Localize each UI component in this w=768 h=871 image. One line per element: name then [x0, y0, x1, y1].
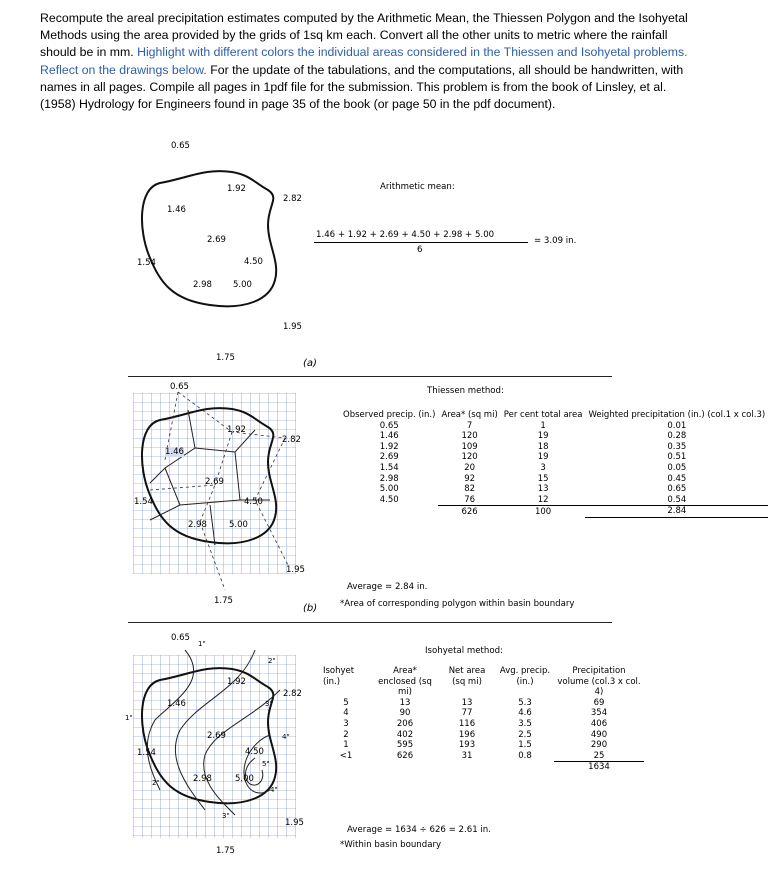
station-label: 2.82: [283, 689, 302, 699]
table-cell: 354: [590, 708, 608, 719]
table-cell: 402: [396, 729, 414, 740]
station-label: 1.95: [286, 565, 305, 575]
column-header: Weighted precipitation (in.) (col.1 x col.3): [588, 410, 766, 420]
panel-label-a: (a): [303, 358, 317, 369]
table-cell: 196: [458, 729, 476, 740]
table-cell: 3: [343, 718, 349, 729]
table-cell: 25: [554, 751, 644, 762]
isohyetal-title: Isohyetal method:: [425, 646, 503, 656]
isohyet-label: 3": [265, 700, 273, 708]
station-label: 1.75: [216, 353, 235, 363]
isohyet-label: 2": [268, 657, 276, 665]
table-cell: 0.01: [667, 420, 687, 431]
table-cell: 90: [399, 708, 411, 719]
instructions-part1: Recompute the areal precipitation estimates computed by the Arithmetic Mean, the Thiessen Polygon and the Isohyetal Methods using the area provided by the grids of 1sq km each. Convert all the other units to metric where the rainfall should be in mm.: [40, 11, 688, 60]
isohyet-label: 4": [270, 786, 278, 794]
station-label: 1.92: [227, 425, 246, 435]
station-label: 1.75: [216, 846, 235, 856]
table-cell: 1: [540, 420, 546, 431]
table-cell: 0.65: [667, 484, 687, 495]
table-cell: 4: [343, 708, 349, 719]
table-cell: 13: [461, 697, 473, 708]
table-cell: 76: [438, 495, 500, 506]
isohyetal-average: Average = 1634 ÷ 626 = 2.61 in.: [347, 825, 491, 835]
station-label: 5.00: [233, 280, 252, 290]
arithmetic-numerator: 1.46 + 1.92 + 2.69 + 4.50 + 2.98 + 5.00: [316, 230, 495, 240]
station-label: 2.82: [282, 435, 301, 445]
table-cell: 626: [461, 506, 478, 517]
table-total-row: [320, 762, 644, 773]
station-label: 1.92: [227, 184, 246, 194]
table-cell: 0.05: [667, 462, 687, 473]
station-label: 1.92: [227, 677, 246, 687]
column-header: Precipitation volume (col.3 x col. 4): [557, 666, 641, 698]
table-cell: 5: [343, 697, 349, 708]
isohyet-label: 4": [282, 733, 290, 741]
instructions-highlight: Highlight with different colors the individual areas considered in the Thiessen and Isohyetal problems. Reflect on the drawings below.: [40, 45, 688, 77]
table-cell: 2.69: [379, 452, 399, 463]
column-header: Net area (sq mi): [448, 666, 486, 687]
table-cell: 2.98: [379, 473, 399, 484]
table-cell: 1.5: [518, 740, 532, 751]
station-label: 4.50: [244, 497, 263, 507]
table-cell: 1.54: [379, 462, 399, 473]
station-label: 2.98: [188, 520, 207, 530]
station-label: 4.50: [244, 257, 263, 267]
table-cell: 626: [396, 751, 414, 761]
table-cell: 15: [537, 473, 549, 484]
station-label: 1.46: [165, 447, 184, 457]
table-cell: 206: [396, 718, 414, 729]
thiessen-footnote: *Area of corresponding polygon within basin boundary: [340, 599, 575, 609]
station-label: 1.95: [285, 818, 304, 828]
arithmetic-denominator: 6: [417, 245, 423, 255]
table-cell: 20: [464, 462, 476, 473]
table-header-row: [320, 666, 644, 698]
isohyet-label: 2": [152, 779, 160, 787]
table-cell: 1.46: [379, 431, 399, 442]
table-cell: 92: [464, 473, 476, 484]
table-cell: 595: [396, 740, 414, 751]
table-cell: 0.51: [667, 452, 687, 463]
arithmetic-title: Arithmetic mean:: [380, 182, 455, 192]
station-label: 0.65: [170, 382, 189, 392]
table-cell: 193: [458, 740, 476, 751]
instructions-part2: For the update of the tabulations, and the computations, all should be handwritten, with names in all pages. Compile all pages in 1pdf file for the submission. This problem is from the book of Linsley, et al. (1958) Hydrology for Engineers found in page 35 of the book (or page 50 in the pdf document).: [40, 62, 684, 112]
station-label: 4.50: [245, 747, 264, 757]
table-cell: 13: [399, 697, 411, 708]
column-header: Per cent total area: [503, 410, 583, 420]
table-cell: 120: [461, 452, 478, 463]
table-row: [320, 698, 644, 709]
station-label: 1.54: [137, 258, 156, 268]
table-cell: 18: [537, 441, 549, 452]
station-label: 1.75: [214, 596, 233, 606]
table-cell: 0.54: [585, 495, 768, 506]
table-row: [320, 719, 644, 730]
table-cell: 1: [343, 740, 349, 751]
table-row: [320, 751, 644, 762]
isohyetal-table: [320, 666, 644, 773]
table-cell: 7: [466, 420, 473, 431]
station-label: 5.00: [235, 774, 254, 784]
thiessen-average: Average = 2.84 in.: [347, 582, 428, 592]
table-cell: 5.3: [518, 697, 532, 708]
table-cell: 3: [540, 462, 546, 473]
thiessen-title: Thiessen method:: [427, 386, 504, 396]
table-cell: 2.84: [585, 506, 768, 518]
station-label: 2.69: [205, 477, 224, 487]
table-cell: 2.5: [518, 729, 532, 740]
isohyetal-footnote: *Within basin boundary: [340, 840, 442, 850]
table-row: [320, 740, 644, 751]
column-header: Observed precip. (in.): [343, 410, 436, 420]
column-header: Avg. precip. (in.): [499, 666, 551, 687]
table-cell: 120: [461, 431, 478, 442]
table-cell: 3.5: [518, 718, 532, 729]
station-label: 1.54: [137, 748, 156, 758]
table-cell: 82: [464, 484, 476, 495]
station-label: 2.98: [193, 774, 212, 784]
panel-label-b: (b): [303, 603, 318, 614]
table-cell: <1: [339, 751, 353, 761]
table-row: [320, 708, 644, 719]
table-cell: 0.28: [667, 431, 687, 442]
station-label: 1.46: [167, 205, 186, 215]
isohyet-label: 1": [125, 714, 133, 722]
station-label: 0.65: [171, 141, 190, 151]
column-header: Area* (sq mi): [441, 410, 498, 420]
table-cell: 109: [461, 441, 478, 452]
table-cell: 1634: [588, 762, 610, 773]
table-cell: 406: [590, 718, 608, 729]
table-cell: 0.65: [379, 420, 399, 431]
station-label: 0.65: [171, 633, 190, 643]
table-cell: 100: [534, 506, 552, 517]
table-cell: 77: [461, 708, 473, 719]
arithmetic-result: = 3.09 in.: [534, 236, 577, 246]
station-label: 2.82: [283, 194, 302, 204]
table-cell: 19: [537, 431, 549, 442]
table-cell: 1.92: [379, 441, 399, 452]
table-cell: 0.35: [667, 441, 687, 452]
table-cell: 0.8: [518, 751, 532, 761]
column-header: Isohyet (in.): [323, 666, 355, 687]
table-cell: 290: [590, 740, 608, 751]
table-cell: 12: [501, 495, 586, 506]
station-label: 2.98: [193, 280, 212, 290]
isohyet-label: 1": [198, 640, 206, 648]
table-cell: 4.6: [518, 708, 532, 719]
station-label: 2.69: [207, 235, 226, 245]
table-cell: 116: [458, 718, 476, 729]
table-cell: 5.00: [379, 484, 399, 495]
table-cell: 19: [537, 452, 549, 463]
station-label: 5.00: [229, 520, 248, 530]
column-header: Area* enclosed (sq mi): [378, 666, 432, 698]
station-label: 1.46: [167, 699, 186, 709]
table-row: [320, 730, 644, 741]
table-cell: 2: [343, 729, 349, 740]
isohyet-label: 3": [222, 812, 230, 820]
station-label: 1.95: [283, 322, 302, 332]
table-cell: 490: [590, 729, 608, 740]
station-label: 1.54: [134, 497, 153, 507]
table-cell: 0.45: [667, 473, 687, 484]
table-cell: 31: [461, 751, 473, 761]
table-cell: 69: [593, 697, 605, 708]
table-cell: 4.50: [379, 495, 399, 505]
isohyet-label: 5": [262, 760, 270, 768]
table-cell: 13: [537, 484, 549, 495]
station-label: 2.69: [207, 731, 226, 741]
